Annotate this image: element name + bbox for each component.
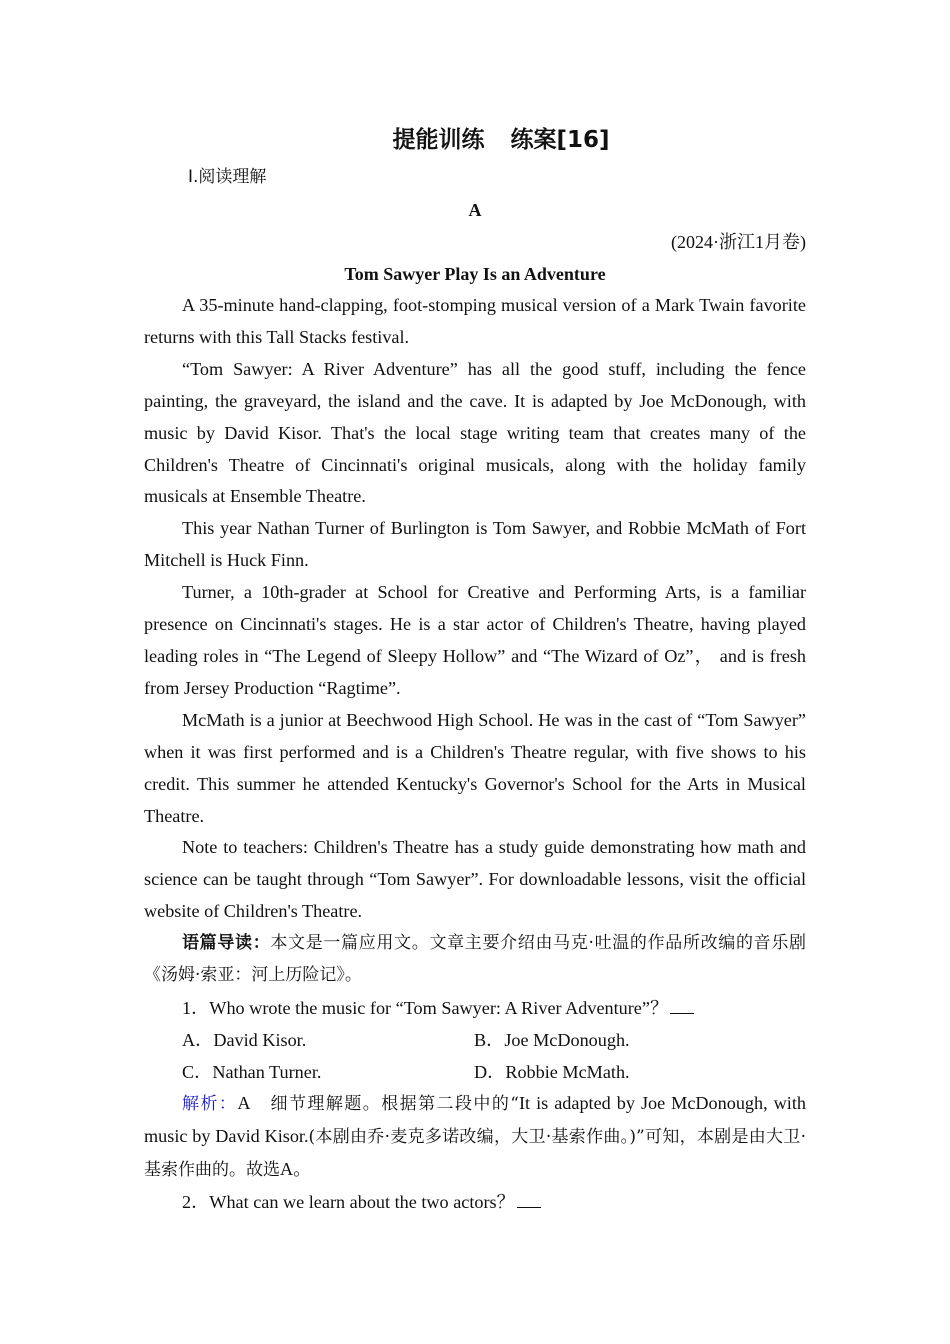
- analysis-text-1: 细节理解题。根据第二段中的“: [270, 1093, 519, 1114]
- reading-guide-label: 语篇导读：: [182, 933, 271, 954]
- analysis-answer: A: [237, 1092, 250, 1113]
- option-d: D．Robbie McMath.: [474, 1061, 630, 1082]
- analysis-quote: It is adapted by Joe McDonough, with music by David Kisor.: [144, 1092, 806, 1146]
- option-c: C．Nathan Turner.: [182, 1061, 322, 1082]
- passage-paragraph: A 35-minute hand-clapping, foot-stomping musical version of a Mark Twain favorite returns with this Tall Stacks festival.: [144, 295, 806, 347]
- passage-letter: A: [468, 200, 482, 220]
- passage-paragraph: Note to teachers: Children's Theatre has a study guide demonstrating how math and science can be taught through “Tom Sawyer”. For downloadable lessons, visit the official website of Children's Theatre.: [144, 837, 806, 922]
- analysis-label: 解析：: [182, 1093, 238, 1114]
- analysis-text-2: (本剧由乔·麦克多诺改编，大卫·基索作曲。)”可知，本剧是由大卫·基索作曲的。故选: [144, 1126, 806, 1180]
- section-label: Ⅰ.阅读理解: [188, 167, 267, 187]
- answer-blank: [670, 997, 694, 1014]
- passage-paragraph: “Tom Sawyer: A River Adventure” has all the good stuff, including the fence painting, the graveyard, the island and the cave. It is adapted by Joe McDonough, with music by David Kisor. That's the local stage writing team that creates many of the Children's Theatre of Cincinnati's original musicals, along with the holiday family musicals at Ensemble Theatre.: [144, 358, 806, 507]
- answer-blank: [517, 1191, 541, 1208]
- reading-guide: [144, 928, 806, 992]
- question-2: [144, 1186, 806, 1218]
- document-page: [144, 120, 806, 1218]
- question-1-stem: 1．Who wrote the music for “Tom Sawyer: A River Adventure”？: [182, 997, 669, 1018]
- option-b: B．Joe McDonough.: [474, 1029, 630, 1050]
- analysis-end: A。: [280, 1158, 312, 1179]
- passage-title: Tom Sawyer Play Is an Adventure: [344, 264, 606, 284]
- question-1-options: [144, 1024, 806, 1088]
- passage-source: (2024·浙江1月卷): [671, 232, 806, 252]
- option-a: A．David Kisor.: [182, 1029, 307, 1050]
- title-case-number: 练案[16]: [510, 127, 610, 153]
- question-1: [144, 992, 806, 1024]
- question-2-stem: 2．What can we learn about the two actors？: [182, 1192, 515, 1213]
- title-training: 提能训练: [392, 127, 485, 153]
- analysis-1: [144, 1088, 806, 1187]
- page-title: [196, 120, 806, 160]
- passage-paragraph: Turner, a 10th-grader at School for Creative and Performing Arts, is a familiar presence on Cincinnati's stages. He is a star actor of Children's Theatre, having played leading roles in “The Legend of Sleepy Hollow” and “The Wizard of Oz”， and is fresh from Jersey Production “Ragtime”.: [144, 582, 806, 698]
- passage-paragraph: McMath is a junior at Beechwood High School. He was in the cast of “Tom Sawyer” when it was first performed and is a Children's Theatre regular, with five shows to his credit. This summer he attended Kentucky's Governor's School for the Arts in Musical Theatre.: [144, 709, 806, 826]
- reading-guide-text: 本文是一篇应用文。文章主要介绍由马克·吐温的作品所改编的音乐剧《汤姆·索亚：河上历险记》。: [144, 933, 807, 985]
- passage-paragraph: This year Nathan Turner of Burlington is Tom Sawyer, and Robbie McMath of Fort Mitchell is Huck Finn.: [144, 518, 806, 571]
